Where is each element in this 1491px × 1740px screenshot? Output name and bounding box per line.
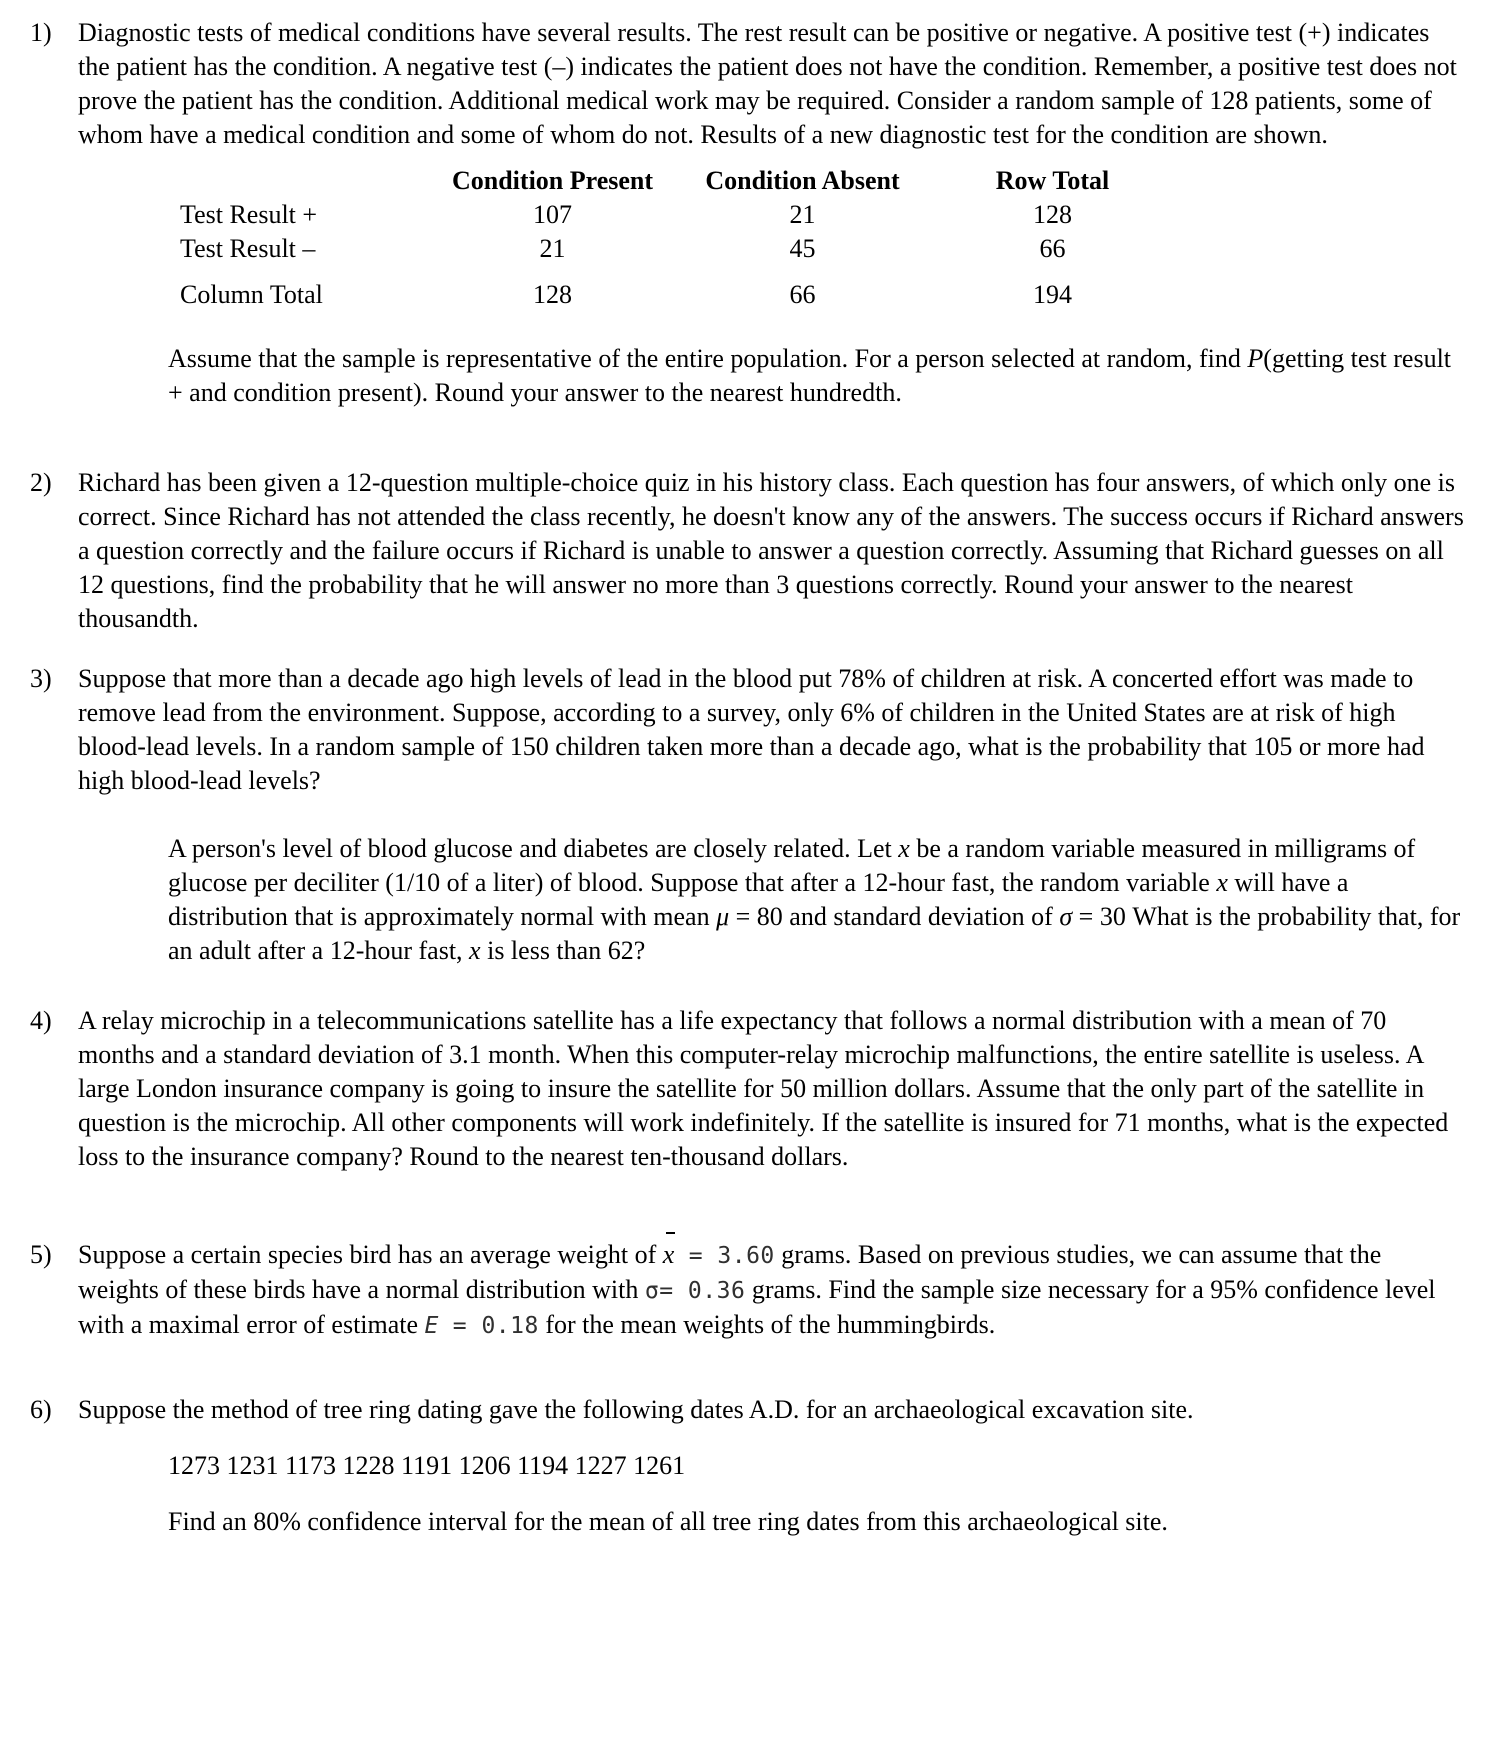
table-row-test-negative	[180, 232, 1175, 266]
note-text-pre: Assume that the sample is representative of the entire population. For a person selected at random, find	[168, 344, 1248, 373]
mu-symbol: μ	[716, 902, 730, 931]
col-header-condition-present: Condition Present	[451, 166, 654, 195]
problem-3-text: Suppose that more than a decade ago high levels of lead in the blood put 78% of children at risk. A concerted effort was made to remove lead from the environment. Suppose, according to a survey, only 6% of children in the United States are at risk of high blood-lead levels. In a random sample of 150 children taken more than a decade ago, what is the probability that 105 or more had high blood-lead levels?	[78, 664, 1425, 795]
glucose-text: will have a distribution that is approximately normal with mean	[168, 868, 1349, 931]
cell-value: 194	[1033, 280, 1072, 309]
problem-5-text	[78, 1238, 1465, 1343]
glucose-paragraph	[168, 832, 1465, 968]
sigma-symbol: σ	[1059, 902, 1073, 931]
table-row-test-positive	[180, 198, 1175, 232]
diagnostic-results-table	[180, 164, 1175, 312]
p5-text: Suppose a certain species bird has an average weight of	[78, 1240, 663, 1269]
problem-2	[30, 466, 1465, 636]
x-variable: x	[1216, 868, 1228, 897]
problem-3	[30, 662, 1465, 798]
probability-symbol: P	[1247, 344, 1264, 373]
row-label: Test Result +	[180, 200, 318, 229]
p6-closing: Find an 80% confidence interval for the mean of all tree ring dates from this archaeological site.	[168, 1507, 1168, 1536]
p5-text: grams. Based on previous studies, we can assume that the weights of these birds have a normal distribution with	[78, 1240, 1382, 1304]
x-bar-value: = 3.60	[674, 1243, 775, 1269]
cell-value: 128	[1033, 200, 1072, 229]
table-row-column-total	[180, 266, 1175, 312]
x-variable: x	[898, 834, 910, 863]
glucose-text: = 80 and standard deviation of	[729, 902, 1060, 931]
tree-ring-dates: 1273 1231 1173 1228 1191 1206 1194 1227 1261	[168, 1451, 686, 1480]
cell-value: 21	[539, 234, 566, 263]
error-symbol: E	[424, 1313, 439, 1339]
glucose-text: is less than 62?	[480, 936, 646, 965]
problem-3-number: 3)	[30, 664, 52, 693]
problem-4	[30, 1004, 1465, 1174]
cell-value: 66	[789, 280, 816, 309]
glucose-text: = 30 What is the probability that, for an adult after a 12-hour fast,	[168, 902, 1461, 965]
cell-value: 128	[533, 280, 572, 309]
x-variable: x	[469, 936, 481, 965]
problem-2-text: Richard has been given a 12-question multiple-choice quiz in his history class. Each question has four answers, of which only one is correct. Since Richard has not attended the class recently, he doesn't know any of the answers. The success occurs if Richard answers a question correctly and the failure occurs if Richard is unable to answer a question correctly. Assuming that Richard guesses on all 12 questions, find the probability that he will answer no more than 3 questions correctly. Round your answer to the nearest thousandth.	[78, 468, 1464, 633]
problem-1-text: Diagnostic tests of medical conditions have several results. The rest result can be positive or negative. A positive test (+) indicates the patient has the condition. A negative test (–) indicates the patient does not have the condition. Remember, a positive test does not prove the patient has the condition. Additional medical work may be required. Consider a random sample of 128 patients, some of whom have a medical condition and some of whom do not. Results of a new diagnostic test for the condition are shown.	[78, 18, 1457, 149]
problem-4-text: A relay microchip in a telecommunications satellite has a life expectancy that follows a normal distribution with a mean of 70 months and a standard deviation of 3.1 month. When this computer-relay microchip malfunctions, the entire satellite is useless. A large London insurance company is going to insure the satellite for 50 million dollars. Assume that the only part of the satellite in question is the microchip. All other components will work indefinitely. If the satellite is insured for 71 months, what is the expected loss to the insurance company? Round to the nearest ten-thousand dollars.	[78, 1006, 1449, 1171]
cell-value: 107	[533, 200, 572, 229]
cell-value: 66	[1039, 234, 1066, 263]
problem-1	[30, 16, 1465, 152]
x-bar-symbol: x	[662, 1240, 675, 1269]
p5-text: for the mean weights of the hummingbirds.	[538, 1310, 996, 1339]
problem-6-number: 6)	[30, 1395, 52, 1424]
col-header-condition-absent: Condition Absent	[705, 166, 900, 195]
problem-5	[30, 1238, 1465, 1343]
problem-4-number: 4)	[30, 1006, 52, 1035]
table-header-row	[180, 164, 1175, 198]
col-header-row-total: Row Total	[995, 166, 1110, 195]
glucose-text: A person's level of blood glucose and diabetes are closely related. Let	[168, 834, 899, 863]
row-label: Test Result –	[180, 234, 316, 263]
p6-intro: Suppose the method of tree ring dating gave the following dates A.D. for an archaeological excavation site.	[78, 1395, 1194, 1424]
problem-6	[30, 1393, 1465, 1539]
problem-1-number: 1)	[30, 18, 52, 47]
problem-5-number: 5)	[30, 1240, 52, 1269]
p5-text: grams. Find the sample size necessary for a 95% confidence level with a maximal error of estimate	[78, 1275, 1436, 1339]
sigma-value: = 0.36	[659, 1278, 746, 1304]
table-corner-cell	[180, 164, 430, 198]
row-label: Column Total	[180, 280, 323, 309]
problem-2-number: 2)	[30, 468, 52, 497]
error-value: = 0.18	[438, 1313, 539, 1339]
sigma-symbol: σ	[644, 1278, 660, 1304]
problem-1-note	[168, 342, 1465, 410]
glucose-text: be a random variable measured in milligrams of glucose per deciliter (1/10 of a liter) of blood. Suppose that after a 12-hour fast, the random variable	[168, 834, 1416, 897]
note-text-post: (getting test result + and condition present). Round your answer to the nearest hundredth.	[168, 344, 1452, 407]
problem-6-text	[78, 1393, 1465, 1539]
cell-value: 45	[789, 234, 816, 263]
cell-value: 21	[789, 200, 816, 229]
